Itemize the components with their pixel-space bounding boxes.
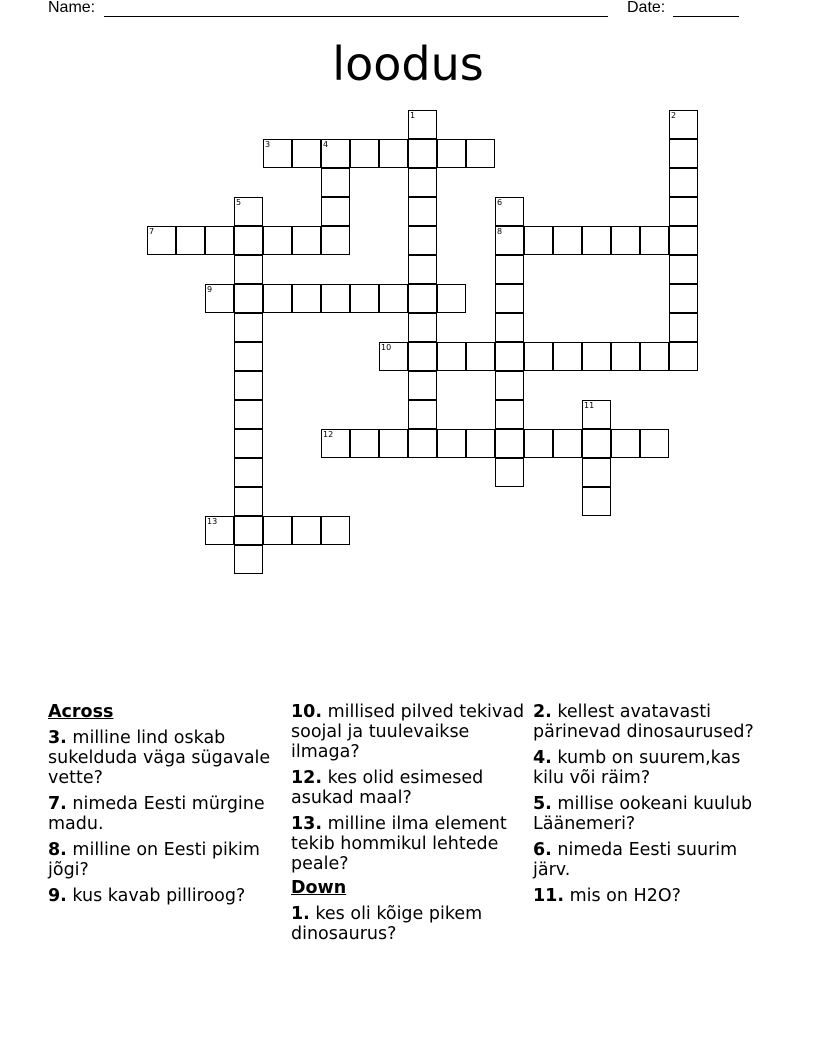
grid-cell[interactable] — [234, 284, 263, 313]
grid-cell[interactable] — [408, 400, 437, 429]
grid-cell[interactable] — [234, 400, 263, 429]
grid-cell[interactable] — [408, 255, 437, 284]
grid-cell[interactable] — [466, 342, 495, 371]
grid-cell[interactable] — [495, 429, 524, 458]
grid-cell[interactable] — [379, 429, 408, 458]
grid-cell[interactable] — [408, 284, 437, 313]
grid-cell[interactable] — [321, 168, 350, 197]
grid-cell[interactable] — [234, 458, 263, 487]
grid-cell[interactable] — [524, 342, 553, 371]
grid-cell[interactable] — [495, 400, 524, 429]
grid-cell[interactable] — [321, 226, 350, 255]
clue-down-4: 4. kumb on suurem,kas kilu või räim? — [533, 748, 741, 788]
clue-column-1 — [48, 702, 284, 912]
grid-cell[interactable] — [640, 429, 669, 458]
across-heading: Across — [48, 702, 114, 722]
clue-across-7: 7. nimeda Eesti mürgine madu. — [48, 794, 265, 834]
grid-cell[interactable] — [553, 342, 582, 371]
page-title: loodus — [332, 37, 484, 91]
grid-cell[interactable] — [350, 284, 379, 313]
clue-across-3: 3. milline lind oskab sukelduda väga sügavale vette? — [48, 728, 271, 788]
grid-cell[interactable] — [495, 458, 524, 487]
grid-cell[interactable] — [437, 429, 466, 458]
clue-number-11: 11 — [584, 401, 595, 410]
grid-cell[interactable] — [495, 313, 524, 342]
grid-cell[interactable] — [234, 313, 263, 342]
grid-cell[interactable] — [495, 342, 524, 371]
clue-column-3 — [533, 702, 773, 912]
grid-cell[interactable] — [466, 139, 495, 168]
grid-cell[interactable] — [437, 139, 466, 168]
grid-cell[interactable] — [669, 342, 698, 371]
grid-cell[interactable] — [669, 139, 698, 168]
grid-cell[interactable] — [408, 139, 437, 168]
grid-cell[interactable] — [234, 516, 263, 545]
clue-number-5: 5 — [236, 198, 242, 207]
grid-cell[interactable] — [611, 342, 640, 371]
grid-cell[interactable] — [669, 255, 698, 284]
grid-cell[interactable] — [292, 139, 321, 168]
grid-cell[interactable] — [408, 429, 437, 458]
grid-cell[interactable] — [495, 255, 524, 284]
grid-cell[interactable] — [495, 284, 524, 313]
grid-cell[interactable] — [524, 226, 553, 255]
grid-cell[interactable] — [408, 371, 437, 400]
grid-cell[interactable] — [205, 226, 234, 255]
clue-number-9: 9 — [207, 285, 213, 294]
grid-cell[interactable] — [321, 197, 350, 226]
clue-number-2: 2 — [671, 111, 677, 120]
grid-cell[interactable] — [640, 342, 669, 371]
clue-down-5: 5. millise ookeani kuulub Läänemeri? — [533, 794, 753, 834]
date-label: Date: — [627, 0, 666, 16]
grid-cell[interactable] — [582, 429, 611, 458]
clue-number-10: 10 — [381, 343, 392, 352]
grid-cell[interactable] — [263, 284, 292, 313]
grid-cell[interactable] — [437, 342, 466, 371]
clue-number-12: 12 — [323, 430, 334, 439]
clue-across-10: 10. millised pilved tekivad soojal ja tuulevaikse ilmaga? — [291, 702, 525, 762]
clue-number-4: 4 — [323, 140, 329, 149]
clue-number-3: 3 — [265, 140, 271, 149]
grid-cell[interactable] — [553, 429, 582, 458]
grid-cell[interactable] — [234, 255, 263, 284]
grid-cell[interactable] — [292, 226, 321, 255]
clue-down-11: 11. mis on H2O? — [533, 886, 681, 906]
clue-number-13: 13 — [207, 517, 218, 526]
clue-down-2: 2. kellest avatavasti pärinevad dinosaurused? — [533, 702, 754, 742]
grid-cell[interactable] — [350, 139, 379, 168]
grid-cell[interactable] — [292, 516, 321, 545]
grid-cell[interactable] — [582, 458, 611, 487]
clue-down-6: 6. nimeda Eesti suurim järv. — [533, 840, 738, 880]
grid-cell[interactable] — [466, 429, 495, 458]
grid-cell[interactable] — [669, 313, 698, 342]
grid-cell[interactable] — [234, 371, 263, 400]
grid-cell[interactable] — [234, 342, 263, 371]
name-label: Name: — [48, 0, 96, 16]
grid-cell[interactable] — [234, 226, 263, 255]
grid-cell[interactable] — [582, 487, 611, 516]
grid-cell[interactable] — [408, 197, 437, 226]
grid-cell[interactable] — [669, 284, 698, 313]
grid-cell[interactable] — [234, 487, 263, 516]
grid-cell[interactable] — [582, 342, 611, 371]
down-heading: Down — [291, 878, 347, 898]
grid-cell[interactable] — [292, 284, 321, 313]
grid-cell[interactable] — [408, 313, 437, 342]
grid-cell[interactable] — [524, 429, 553, 458]
grid-cell[interactable] — [437, 284, 466, 313]
grid-cell[interactable] — [553, 226, 582, 255]
clue-number-1: 1 — [410, 111, 416, 120]
grid-cell[interactable] — [669, 197, 698, 226]
clue-number-7: 7 — [149, 227, 155, 236]
grid-cell[interactable] — [176, 226, 205, 255]
clue-column-2 — [291, 702, 527, 950]
clue-across-8: 8. milline on Eesti pikim jõgi? — [48, 840, 260, 880]
grid-cell[interactable] — [408, 342, 437, 371]
grid-cell[interactable] — [669, 226, 698, 255]
clue-number-6: 6 — [497, 198, 503, 207]
grid-cell[interactable] — [640, 226, 669, 255]
clue-across-9: 9. kus kavab pilliroog? — [48, 886, 246, 906]
grid-cell[interactable] — [408, 226, 437, 255]
grid-cell[interactable] — [234, 429, 263, 458]
grid-cell[interactable] — [379, 139, 408, 168]
clue-across-12: 12. kes olid esimesed asukad maal? — [291, 768, 484, 808]
grid-cell[interactable] — [321, 516, 350, 545]
grid-cell[interactable] — [321, 284, 350, 313]
grid-cell[interactable] — [263, 226, 292, 255]
grid-cell[interactable] — [611, 226, 640, 255]
grid-cell[interactable] — [611, 429, 640, 458]
grid-cell[interactable] — [582, 226, 611, 255]
grid-cell[interactable] — [379, 284, 408, 313]
grid-cell[interactable] — [669, 168, 698, 197]
grid-cell[interactable] — [495, 371, 524, 400]
grid-cell[interactable] — [408, 168, 437, 197]
clue-across-13: 13. milline ilma element tekib hommikul lehtede peale? — [291, 814, 507, 874]
grid-cell[interactable] — [350, 429, 379, 458]
clue-down-1: 1. kes oli kõige pikem dinosaurus? — [291, 904, 483, 944]
clue-number-8: 8 — [497, 227, 503, 236]
grid-cell[interactable] — [234, 545, 263, 574]
grid-cell[interactable] — [263, 516, 292, 545]
